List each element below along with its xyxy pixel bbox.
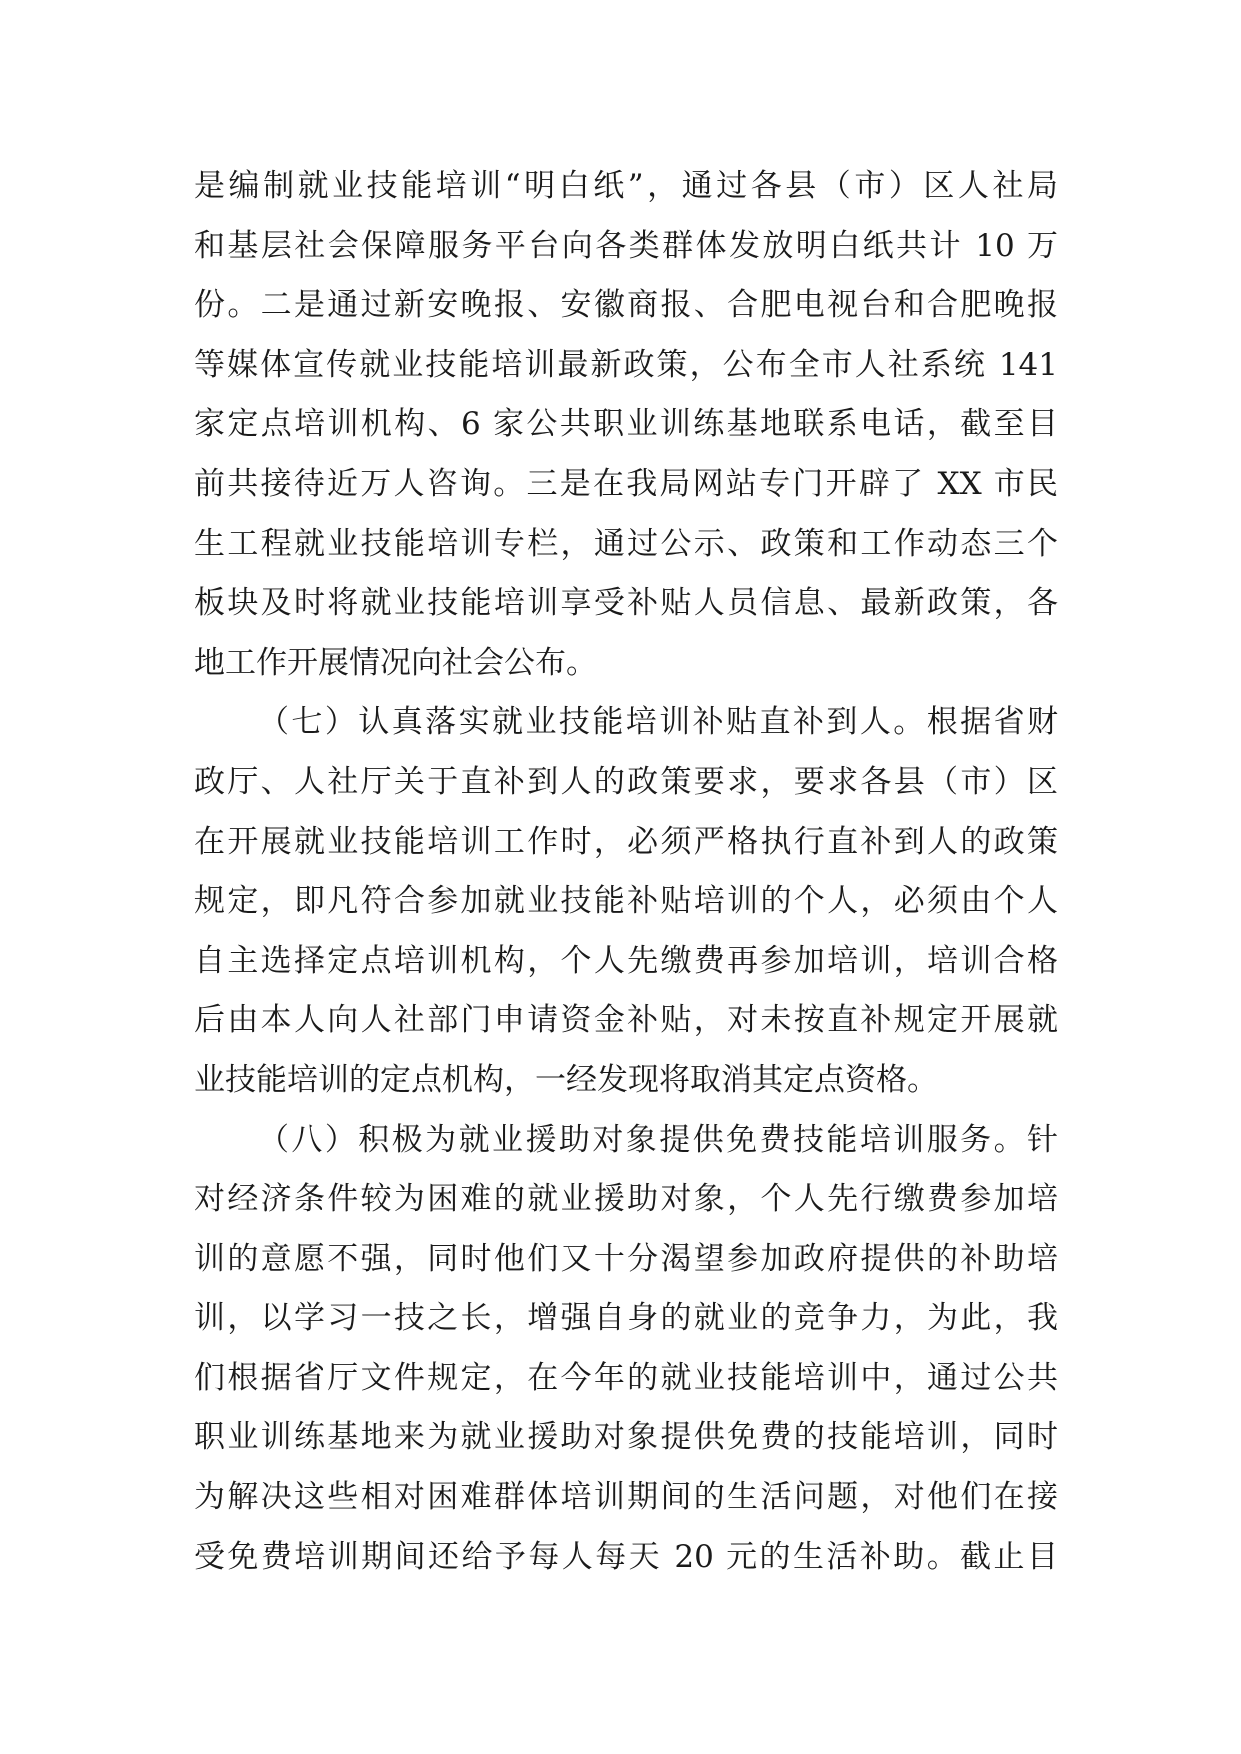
- text-line: 和基层社会保障服务平台向各类群体发放明白纸共计 10 万: [194, 227, 1058, 264]
- text-line: 等媒体宣传就业技能培训最新政策，公布全市人社系统 141: [194, 346, 1058, 383]
- text-line: 受免费培训期间还给予每人每天 20 元的生活补助。截止目: [194, 1538, 1058, 1575]
- text-line: 后由本人向人社部门申请资金补贴，对未按直补规定开展就: [194, 1002, 1058, 1039]
- paragraph-employment-training-publicity: [194, 157, 1058, 693]
- text-line: 训，以学习一技之长，增强自身的就业的竞争力，为此，我: [194, 1300, 1058, 1337]
- text-line: 家定点培训机构、6 家公共职业训练基地联系电话，截至目: [194, 406, 1058, 443]
- text-line: 生工程就业技能培训专栏，通过公示、政策和工作动态三个: [194, 525, 1058, 562]
- text-line: 训的意愿不强，同时他们又十分渴望参加政府提供的补助培: [194, 1240, 1058, 1277]
- text-line: 们根据省厅文件规定，在今年的就业技能培训中，通过公共: [194, 1359, 1058, 1396]
- text-line: 是编制就业技能培训“明白纸”，通过各县（市）区人社局: [194, 168, 1058, 204]
- document-body: [194, 157, 1058, 1587]
- text-line: 为解决这些相对困难群体培训期间的生活问题，对他们在接: [194, 1479, 1058, 1516]
- text-line: 对经济条件较为困难的就业援助对象，个人先行缴费参加培: [194, 1181, 1058, 1218]
- section-heading-line: （八）积极为就业援助对象提供免费技能培训服务。针: [258, 1121, 1058, 1158]
- text-line: 自主选择定点培训机构，个人先缴费再参加培训，培训合格: [194, 942, 1058, 979]
- text-line: 业技能培训的定点机构，一经发现将取消其定点资格。: [194, 1061, 938, 1098]
- text-line: 地工作开展情况向社会公布。: [194, 644, 597, 681]
- paragraph-section-8-free-training: [194, 1111, 1058, 1588]
- text-line: 在开展就业技能培训工作时，必须严格执行直补到人的政策: [194, 823, 1058, 860]
- text-line: 前共接待近万人咨询。三是在我局网站专门开辟了 XX 市民: [194, 465, 1058, 502]
- section-heading-line: （七）认真落实就业技能培训补贴直补到人。根据省财: [258, 704, 1058, 741]
- text-line: 板块及时将就业技能培训享受补贴人员信息、最新政策，各: [194, 585, 1058, 622]
- text-line: 规定，即凡符合参加就业技能补贴培训的个人，必须由个人: [194, 883, 1058, 920]
- text-line: 政厅、人社厅关于直补到人的政策要求，要求各县（市）区: [194, 763, 1058, 800]
- text-line: 份。二是通过新安晚报、安徽商报、合肥电视台和合肥晚报: [194, 287, 1058, 324]
- text-line: 职业训练基地来为就业援助对象提供免费的技能培训，同时: [194, 1419, 1058, 1456]
- paragraph-section-7-subsidy: [194, 693, 1058, 1110]
